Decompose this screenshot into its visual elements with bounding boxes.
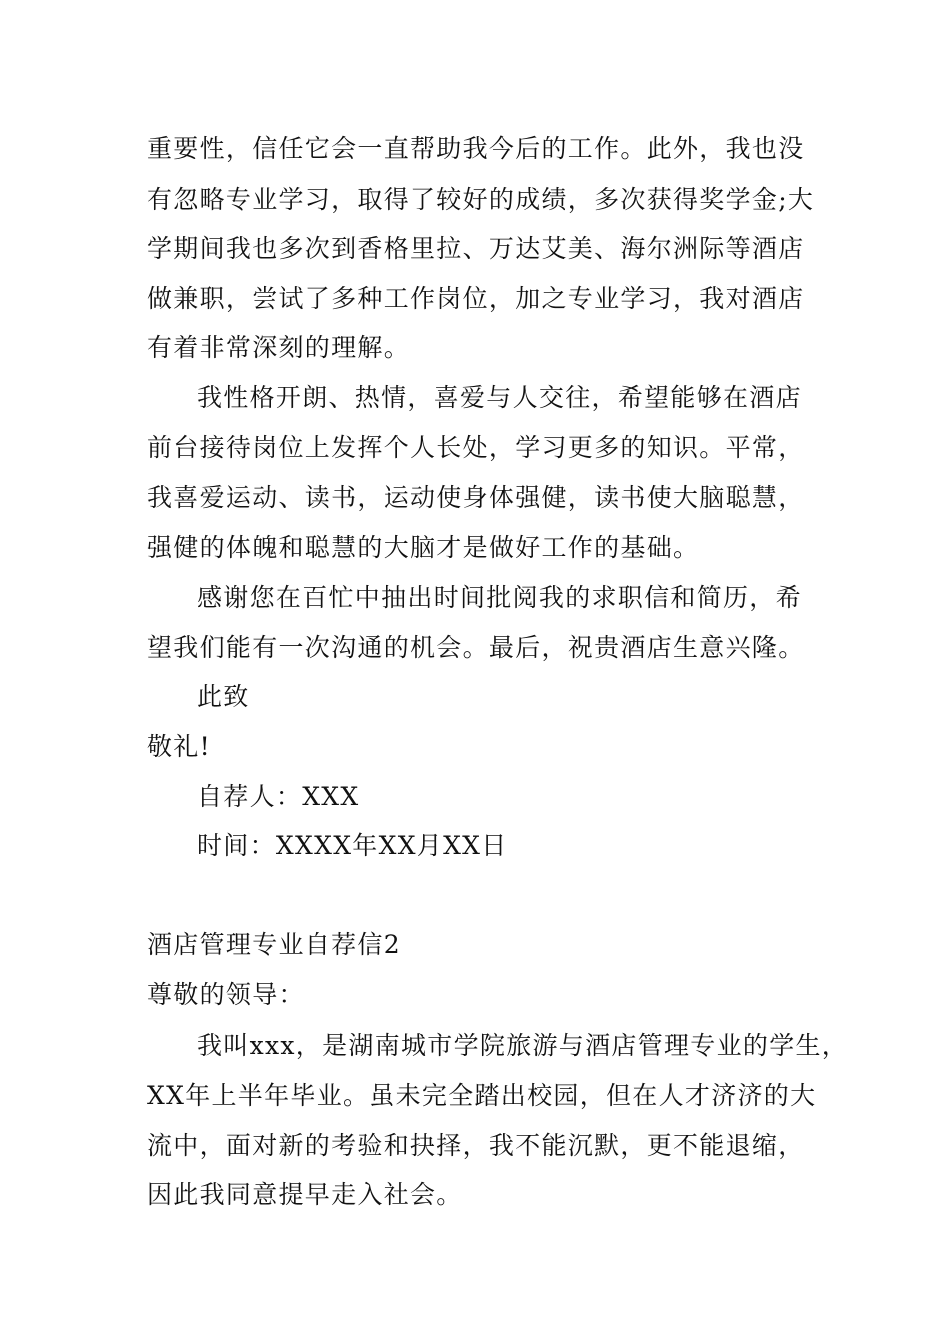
paragraph-2-line-4: 强健的体魄和聪慧的大脑才是做好工作的基础。 <box>147 533 700 562</box>
body-line-2: 有忽略专业学习，取得了较好的成绩，多次获得奖学金;大 <box>147 185 815 214</box>
body-line-3: 学期间我也多次到香格里拉、万达艾美、海尔洲际等酒店 <box>147 234 805 263</box>
body-line-4: 做兼职，尝试了多种工作岗位，加之专业学习，我对酒店 <box>147 284 805 313</box>
body-line-5: 有着非常深刻的理解。 <box>147 333 411 362</box>
paragraph-4-line-1: 我叫xxx，是湖南城市学院旅游与酒店管理专业的学生， <box>197 1031 849 1060</box>
paragraph-4-line-3: 流中，面对新的考验和抉择，我不能沉默，更不能退缩， <box>147 1131 805 1160</box>
paragraph-2-line-3: 我喜爱运动、读书，运动使身体强健，读书使大脑聪慧， <box>147 483 805 512</box>
paragraph-4-line-4: 因此我同意提早走入社会。 <box>147 1180 463 1209</box>
paragraph-3-line-1: 感谢您在百忙中抽出时间批阅我的求职信和简历，希 <box>197 583 802 612</box>
paragraph-2-line-1: 我性格开朗、热情，喜爱与人交往，希望能够在酒店 <box>197 383 802 412</box>
greeting-line: 尊敬的领导： <box>147 980 305 1009</box>
section-title: 酒店管理专业自荐信2 <box>147 930 401 959</box>
body-line-1: 重要性，信任它会一直帮助我今后的工作。此外，我也没 <box>147 134 805 163</box>
date-line: 时间：XXXX年XX月XX日 <box>197 831 508 860</box>
paragraph-3-line-2: 望我们能有一次沟通的机会。最后，祝贵酒店生意兴隆。 <box>147 633 805 662</box>
paragraph-4-line-2: XX年上半年毕业。虽未完全踏出校园，但在人才济济的大 <box>147 1081 817 1110</box>
signer-line: 自荐人：XXX <box>197 782 360 811</box>
paragraph-2-line-2: 前台接待岗位上发挥个人长处，学习更多的知识。平常， <box>147 433 805 462</box>
closing-phrase: 此致 <box>197 682 250 711</box>
salutation-closing: 敬礼! <box>147 732 211 761</box>
